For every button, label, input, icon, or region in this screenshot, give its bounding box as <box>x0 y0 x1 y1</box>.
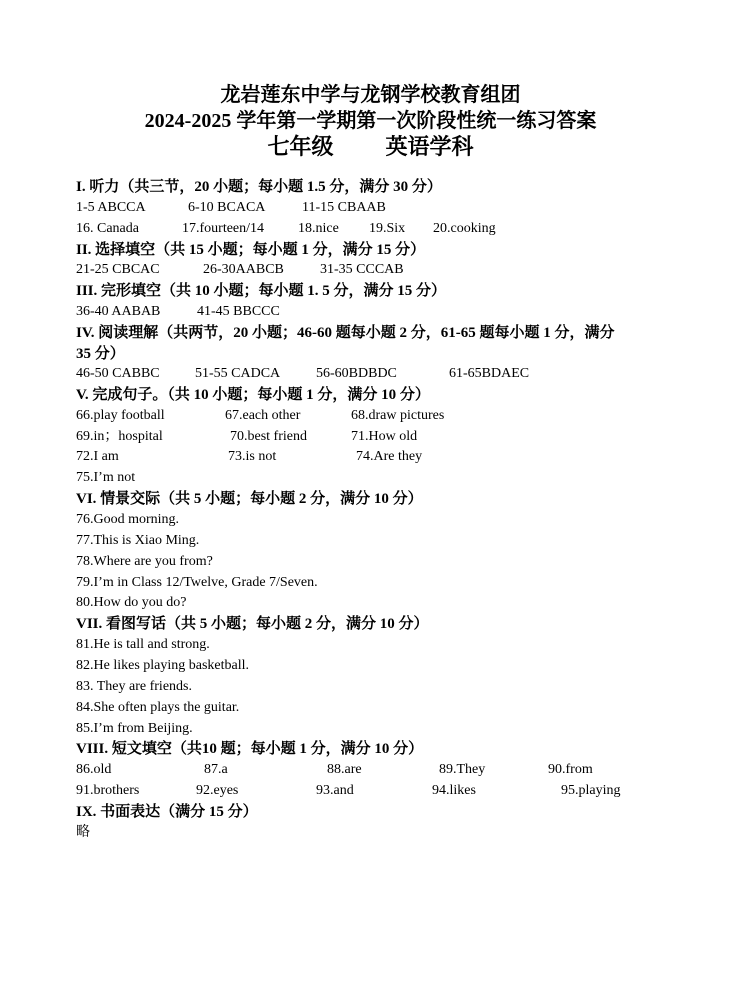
section-heading-cloze: III. 完形填空（共 10 小题；每小题 1. 5 分，满分 15 分） <box>76 283 447 299</box>
answer-row <box>76 760 676 780</box>
answer-item: 90.from <box>548 762 593 777</box>
answer-item: 66.play football <box>76 408 165 423</box>
answer-row <box>76 364 676 384</box>
answer-item: 26-30AABCB <box>203 262 284 277</box>
answer-row <box>76 427 676 447</box>
answer-item: 85.I’m from Beijing. <box>76 721 193 736</box>
answer-row <box>76 447 676 467</box>
answer-item: 71.How old <box>351 429 418 444</box>
answer-item: 1-5 ABCCA <box>76 200 146 215</box>
answer-item: 93.and <box>316 783 354 798</box>
answer-item: 84.She often plays the guitar. <box>76 700 240 715</box>
answer-item: 36-40 AABAB <box>76 304 161 319</box>
exam-title: 2024-2025 学年第一学期第一次阶段性统一练习答案 <box>144 110 597 132</box>
answer-item: 80.How do you do? <box>76 595 187 610</box>
answer-item: 16. Canada <box>76 221 139 236</box>
answer-item: 83. They are friends. <box>76 679 192 694</box>
answer-item: 17.fourteen/14 <box>182 221 265 236</box>
section-heading-sentence-completion: V. 完成句子。（共 10 小题；每小题 1 分，满分 10 分） <box>76 387 430 403</box>
answer-item: 82.He likes playing basketball. <box>76 658 250 673</box>
section-heading-writing: IX. 书面表达（满分 15 分） <box>76 804 258 820</box>
answer-item: 46-50 CABBC <box>76 366 160 381</box>
answer-item: 81.He is tall and strong. <box>76 637 210 652</box>
grade-label: 七年级 <box>267 134 334 159</box>
answer-item: 77.This is Xiao Ming. <box>76 533 200 548</box>
answer-row <box>76 219 676 239</box>
section-heading-situational: VI. 情景交际（共 5 小题；每小题 2 分，满分 10 分） <box>76 491 423 507</box>
answer-item: 69.in；hospital <box>76 429 163 444</box>
section-heading-multiple-choice: II. 选择填空（共 15 小题；每小题 1 分，满分 15 分） <box>76 242 426 258</box>
answer-item: 67.each other <box>225 408 301 423</box>
answer-item: 87.a <box>204 762 228 777</box>
answer-item: 70.best friend <box>230 429 307 444</box>
answer-item: 61-65BDAEC <box>449 366 530 381</box>
section-heading-reading-cont: 35 分） <box>76 346 125 362</box>
answer-item: 18.nice <box>298 221 339 236</box>
answer-item: 56-60BDBDC <box>316 366 397 381</box>
answer-item: 78.Where are you from? <box>76 554 213 569</box>
answer-item: 86.old <box>76 762 112 777</box>
section-heading-picture-writing: VII. 看图写话（共 5 小题；每小题 2 分，满分 10 分） <box>76 616 429 632</box>
section-heading-gap-fill: VIII. 短文填空（共10 题；每小题 1 分，满分 10 分） <box>76 741 424 757</box>
answer-item: 79.I’m in Class 12/Twelve, Grade 7/Seven. <box>76 575 318 590</box>
answer-item: 94.likes <box>432 783 476 798</box>
answer-item: 6-10 BCACA <box>188 200 266 215</box>
section-heading-listening: I. 听力（共三节，20 小题；每小题 1.5 分，满分 30 分） <box>76 179 442 195</box>
answer-item: 41-45 BBCCC <box>197 304 280 319</box>
answer-item: 76.Good morning. <box>76 512 180 527</box>
section-heading-reading: IV. 阅读理解（共两节，20 小题；46-60 题每小题 2 分，61-65 题每小题 1 分，满分 <box>76 325 615 341</box>
answer-item: 19.Six <box>369 221 406 236</box>
answer-row <box>76 260 676 280</box>
answer-item: 略 <box>76 825 90 840</box>
answer-item: 92.eyes <box>196 783 239 798</box>
answer-item: 68.draw pictures <box>351 408 445 423</box>
answer-row <box>76 198 676 218</box>
answer-item: 89.They <box>439 762 486 777</box>
answer-item: 74.Are they <box>356 449 423 464</box>
school-group-title: 龙岩莲东中学与龙钢学校教育组团 <box>220 84 521 106</box>
grade-subject-title <box>0 130 741 161</box>
answer-row <box>76 302 676 322</box>
answer-item: 72.I am <box>76 449 119 464</box>
answer-item: 95.playing <box>561 783 621 798</box>
subject-label: 英语学科 <box>385 134 474 159</box>
answer-item: 88.are <box>327 762 362 777</box>
answer-item: 11-15 CBAAB <box>302 200 386 215</box>
answer-row <box>76 781 676 801</box>
answer-row <box>76 406 676 426</box>
answer-item: 21-25 CBCAC <box>76 262 160 277</box>
answer-item: 75.I’m not <box>76 470 136 485</box>
answer-item: 91.brothers <box>76 783 140 798</box>
answer-item: 20.cooking <box>433 221 496 236</box>
answer-item: 73.is not <box>228 449 277 464</box>
answer-item: 31-35 CCCAB <box>320 262 404 277</box>
answer-item: 51-55 CADCA <box>195 366 281 381</box>
